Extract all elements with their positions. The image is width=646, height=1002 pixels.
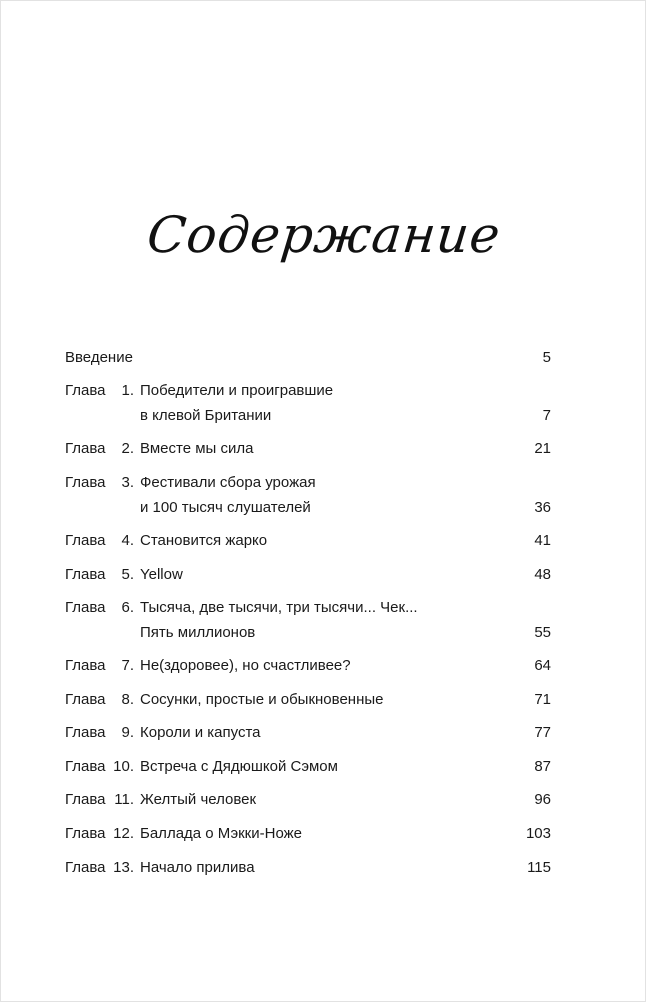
chapter-number: 7. (121, 657, 134, 674)
chapter-title: Не(здоровее), но счастливее? (140, 657, 351, 674)
chapter-label: Глава (65, 532, 106, 549)
chapter-label: Глава (65, 758, 106, 775)
page-number: 77 (534, 724, 551, 741)
page-number: 103 (525, 825, 551, 842)
page-number: 71 (534, 691, 551, 708)
chapter-label: Глава (65, 859, 106, 876)
toc-entry-chapter-12[interactable] (65, 824, 551, 844)
toc-entry-chapter-8[interactable] (65, 690, 551, 710)
chapter-label: Глава (65, 791, 106, 808)
toc-entry-chapter-3[interactable] (65, 473, 551, 493)
page-number: 48 (534, 566, 551, 583)
chapter-number: 12. (113, 825, 134, 842)
chapter-title: Баллада о Мэкки-Ноже (140, 825, 303, 842)
chapter-label: Глава (65, 724, 106, 741)
entry-title: Введение (65, 349, 133, 366)
page-number: 115 (527, 859, 551, 876)
chapter-label: Глава (65, 599, 106, 616)
page-number: 36 (534, 498, 551, 516)
chapter-title: Желтый человек (140, 791, 257, 808)
page-number: 87 (534, 758, 551, 775)
page-number: 41 (534, 532, 551, 549)
toc-entry-chapter-7[interactable] (65, 656, 551, 676)
chapter-label: Глава (65, 691, 106, 708)
toc-entry-chapter-6[interactable] (65, 598, 551, 618)
chapter-number: 2. (121, 440, 134, 457)
page-number: 5 (542, 349, 551, 366)
page-number: 96 (534, 791, 551, 808)
toc-entry-continuation[interactable] (65, 406, 551, 426)
chapter-title: Короли и капуста (140, 724, 261, 741)
page-title: Содержание (144, 206, 504, 264)
toc-entry-chapter-10[interactable] (65, 757, 551, 777)
chapter-number: 13. (113, 859, 134, 876)
chapter-title: Тысяча, две тысячи, три тысячи... Чек... (140, 599, 418, 616)
chapter-number: 11. (114, 791, 134, 808)
page-number: 64 (534, 657, 551, 674)
chapter-title: и 100 тысяч слушателей (140, 498, 311, 516)
toc-entry-chapter-4[interactable] (65, 531, 551, 551)
chapter-label: Глава (65, 440, 106, 457)
chapter-label: Глава (65, 657, 106, 674)
chapter-number: 3. (121, 474, 134, 491)
toc-entry-chapter-5[interactable] (65, 565, 551, 585)
chapter-number: 10. (113, 758, 134, 775)
toc-entry-chapter-11[interactable] (65, 790, 551, 810)
toc-entry-chapter-13[interactable] (65, 858, 551, 878)
chapter-title: Начало прилива (140, 859, 255, 876)
chapter-title: Вместе мы сила (140, 440, 254, 457)
chapter-label: Глава (65, 382, 106, 399)
page-number: 7 (542, 406, 551, 424)
chapter-label: Глава (65, 566, 106, 583)
chapter-title: в клевой Британии (140, 406, 272, 424)
chapter-title: Фестивали сбора урожая (140, 474, 316, 491)
page-number: 21 (534, 440, 551, 457)
chapter-label: Глава (65, 825, 106, 842)
chapter-title: Встреча с Дядюшкой Сэмом (140, 758, 338, 775)
toc-entry-chapter-9[interactable] (65, 723, 551, 743)
toc-entry-continuation[interactable] (65, 623, 551, 643)
chapter-number: 9. (121, 724, 134, 741)
chapter-label: Глава (65, 474, 106, 491)
chapter-number: 5. (121, 566, 134, 583)
chapter-title: Пять миллионов (140, 623, 256, 641)
chapter-title: Победители и проигравшие (140, 382, 334, 399)
toc-entry-continuation[interactable] (65, 498, 551, 518)
chapter-number: 8. (121, 691, 134, 708)
toc-entry-chapter-1[interactable] (65, 381, 551, 401)
chapter-title: Сосунки, простые и обыкновенные (140, 691, 384, 708)
chapter-title: Yellow (140, 566, 183, 583)
toc-entry-chapter-2[interactable] (65, 439, 551, 459)
toc-entry-intro[interactable] (65, 348, 551, 368)
chapter-number: 6. (121, 599, 134, 616)
page-number: 55 (534, 623, 551, 641)
chapter-number: 4. (121, 532, 134, 549)
chapter-number: 1. (121, 382, 134, 399)
chapter-title: Становится жарко (140, 532, 268, 549)
